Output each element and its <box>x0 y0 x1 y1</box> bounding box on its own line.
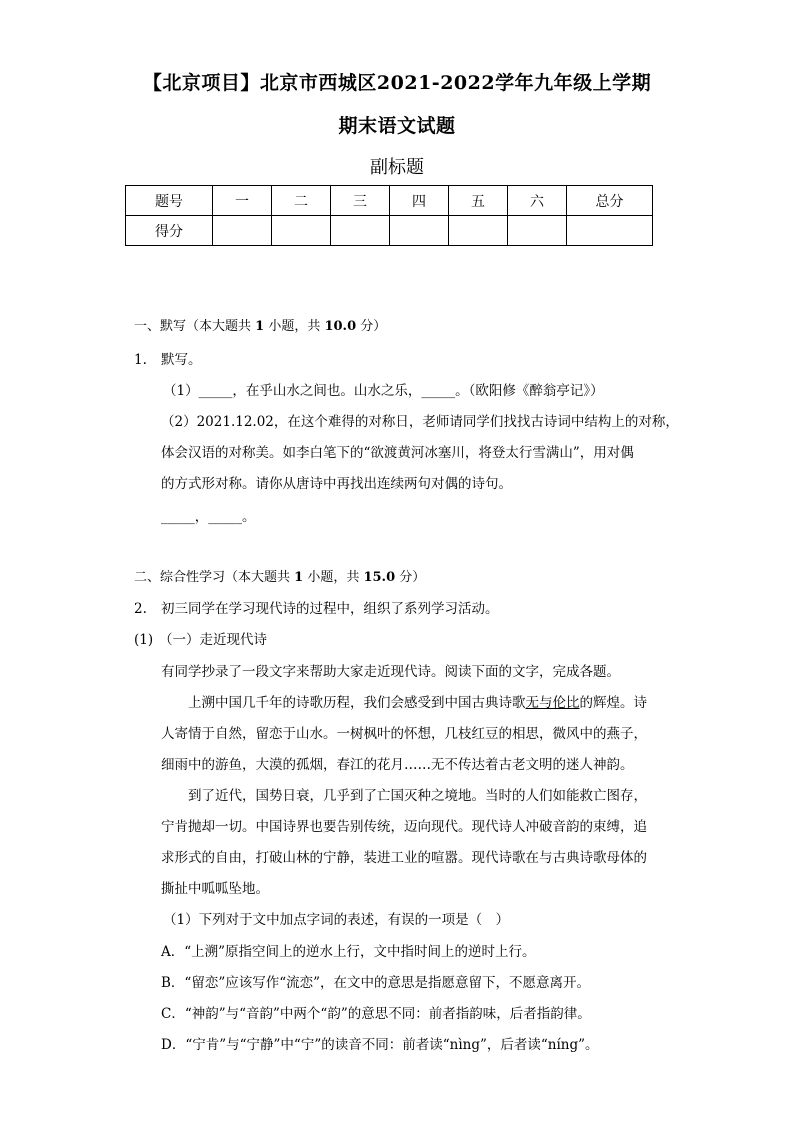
option-c[interactable]: C．“神韵”与“音韵”中两个“韵”的意思不同：前者指韵味，后者指韵律。 <box>161 1006 591 1022</box>
exam-title-line2: 期末语文试题 <box>338 115 456 137</box>
passage-line: 上溯中国几千年的诗歌历程，我们会感受到中国古典诗歌无与伦比的辉煌。诗 <box>188 695 647 711</box>
score-cell: 四 <box>390 186 449 216</box>
question-number: 1. <box>134 352 147 368</box>
question-stem: 初三同学在学习现代诗的过程中，组织了系列学习活动。 <box>161 601 499 617</box>
passage-line: 宁肯抛却一切。中国诗界也要告别传统，迈向现代。现代诗人冲破音韵的束缚，追 <box>161 819 647 835</box>
score-cell: 六 <box>508 186 567 216</box>
question-part-text: 的方式形对称。请你从唐诗中再找出连续两句对偶的诗句。 <box>161 476 512 492</box>
score-cell: 题号 <box>126 186 213 216</box>
passage-line: 求形式的自由，打破山林的宁静，装进工业的喧嚣。现代诗歌在与古典诗歌母体的 <box>161 850 647 866</box>
underlined-phrase: 无与伦比 <box>525 695 580 711</box>
score-cell: 二 <box>272 186 331 216</box>
exam-subtitle: 副标题 <box>370 157 424 178</box>
score-input-cell[interactable] <box>449 216 508 246</box>
score-input-cell[interactable] <box>390 216 449 246</box>
score-cell: 一 <box>213 186 272 216</box>
score-cell: 三 <box>331 186 390 216</box>
subquestion-label: (1) <box>134 632 154 648</box>
section1-heading: 一、默写（本大题共 1 小题，共 10.0 分） <box>134 319 387 334</box>
passage-line: 细雨中的游鱼，大漠的孤烟，春江的花月……无不传达着古老文明的迷人神韵。 <box>161 757 634 773</box>
score-cell: 总分 <box>567 186 653 216</box>
score-cell: 五 <box>449 186 508 216</box>
score-cell: 得分 <box>126 216 213 246</box>
option-d[interactable]: D．“宁肯”与“宁静”中“宁”的读音不同：前者读“nìng”，后者读“níng”。 <box>161 1037 599 1053</box>
exam-title-line1: 【北京项目】北京市西城区2021-2022学年九年级上学期 <box>142 72 652 94</box>
question-part-text: （1）_____，在乎山水之间也。山水之乐，_____。（欧阳修《醉翁亭记》） <box>163 383 604 399</box>
score-input-cell[interactable] <box>213 216 272 246</box>
score-input-cell[interactable] <box>331 216 390 246</box>
score-input-cell[interactable] <box>567 216 653 246</box>
score-table-score-row <box>126 216 653 246</box>
question-part-text: （2）2021.12.02，在这个难得的对称日，老师请同学们找找古诗词中结构上的对称， <box>161 414 679 430</box>
question-part-text: 体会汉语的对称美。如李白笔下的“欲渡黄河冰塞川，将登太行雪满山”，用对偶 <box>161 445 634 461</box>
section2-heading: 二、综合性学习（本大题共 1 小题，共 15.0 分） <box>134 570 426 585</box>
question-number: 2. <box>134 601 147 617</box>
score-input-cell[interactable] <box>272 216 331 246</box>
question-stem: （1）下列对于文中加点字词的表述，有误的一项是（ ） <box>163 912 510 928</box>
option-b[interactable]: B．“留恋”应该写作“流恋”，在文中的意思是指愿意留下，不愿意离开。 <box>161 975 591 991</box>
score-table-header-row <box>126 186 653 216</box>
passage-line: 撕扯中呱呱坠地。 <box>161 881 269 897</box>
passage-line: 到了近代，国势日衰，几乎到了亡国灭种之境地。当时的人们如能救亡图存， <box>188 788 647 804</box>
passage-line: 人寄情于自然，留恋于山水。一树枫叶的怀想，几枝红豆的相思，微风中的燕子， <box>161 726 647 742</box>
question-stem: 默写。 <box>161 352 202 368</box>
score-input-cell[interactable] <box>508 216 567 246</box>
score-table <box>125 185 653 246</box>
option-a[interactable]: A．“上溯”原指空间上的逆水上行，文中指时间上的逆时上行。 <box>161 944 536 960</box>
reading-intro: 有同学抄录了一段文字来帮助大家走近现代诗。阅读下面的文字，完成各题。 <box>161 664 620 680</box>
subquestion-title: （一）走近现代诗 <box>159 632 267 648</box>
answer-blanks[interactable]: _____，_____。 <box>161 509 256 525</box>
